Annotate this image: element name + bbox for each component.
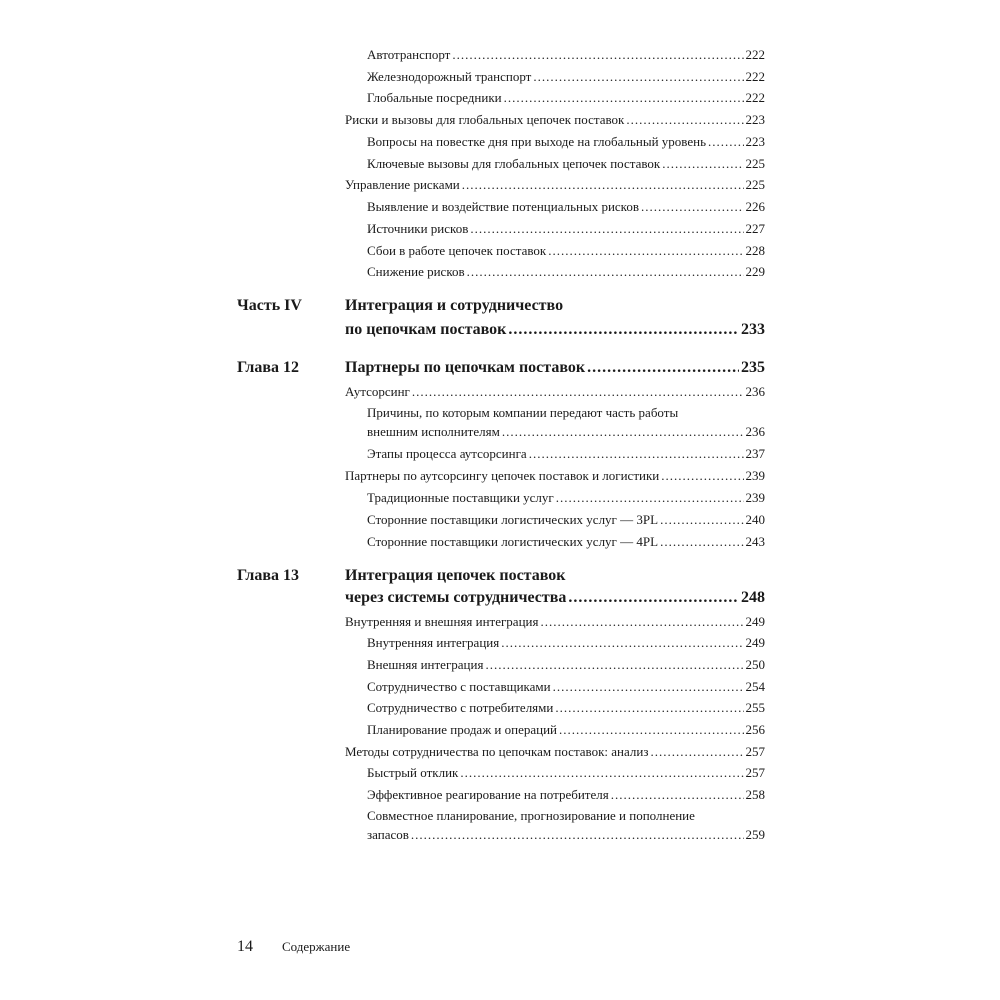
toc-entry — [367, 787, 765, 803]
toc-entry-title: Снижение рисков — [367, 264, 465, 279]
leader-dots — [502, 424, 744, 440]
toc-entry-title-prefix: Совместное планирование, прогнозирование и пополнение — [367, 808, 695, 823]
toc-entry-title: Быстрый отклик — [367, 765, 459, 780]
toc-entry-title: Партнеры по аутсорсингу цепочек поставок и логистики — [345, 468, 660, 483]
toc-entry-title: Внутренняя и внешняя интеграция — [345, 614, 539, 629]
toc-entry — [367, 199, 765, 215]
toc-entry-title: Сторонние поставщики логистических услуг — 3PL — [367, 512, 659, 527]
leader-dots — [626, 112, 743, 128]
toc-entry-title: Методы сотрудничества по цепочкам поставок: анализ — [345, 744, 649, 759]
leader-dots — [708, 134, 743, 150]
toc-entry-title: внешним исполнителям — [367, 424, 500, 439]
toc-entry-page: 228 — [745, 243, 765, 258]
toc-entry-title: Вопросы на повестке дня при выходе на глобальный уровень — [367, 134, 707, 149]
toc-entry-title: Сотрудничество с потребителями — [367, 700, 554, 715]
part-page: 233 — [741, 321, 765, 338]
toc-entry-title: Источники рисков — [367, 221, 469, 236]
leader-dots — [467, 264, 744, 280]
toc-entry-title: Планирование продаж и операций — [367, 722, 558, 737]
chapter-page: 235 — [741, 359, 765, 376]
toc-entry-title: Риски и вызовы для глобальных цепочек поставок — [345, 112, 625, 127]
toc-entry — [367, 679, 765, 695]
toc-entry — [367, 69, 765, 85]
toc-entry-page: 257 — [745, 744, 765, 759]
chapter-title-entry — [345, 358, 765, 378]
toc-entry-page: 237 — [745, 446, 765, 461]
toc-entry-page: 222 — [745, 69, 765, 84]
toc-entry-page: 239 — [745, 468, 765, 483]
leader-dots — [411, 827, 744, 843]
toc-entry-title: Железнодорожный транспорт — [367, 69, 532, 84]
toc-entry-title: Сотрудничество с поставщиками — [367, 679, 551, 694]
leader-dots — [641, 199, 744, 215]
toc-section — [345, 614, 765, 630]
part-title-line2: по цепочкам поставок — [345, 321, 507, 338]
toc-section — [345, 384, 765, 400]
toc-entry-page: 236 — [745, 384, 765, 399]
leader-dots — [611, 787, 744, 803]
toc-entry-page: 239 — [745, 490, 765, 505]
page-number: 14 — [237, 938, 253, 955]
leader-dots — [508, 320, 739, 340]
part-title-line1: Интеграция и сотрудничество — [345, 297, 564, 314]
toc-section — [345, 112, 765, 128]
toc-entry-page: 222 — [745, 90, 765, 105]
toc-entry — [367, 264, 765, 280]
leader-dots — [485, 657, 743, 673]
chapter-title-line1: Интеграция цепочек поставок — [345, 567, 566, 584]
leader-dots — [556, 490, 744, 506]
toc-entry-page: 240 — [745, 512, 765, 527]
toc-entry — [367, 47, 765, 63]
toc-entry-page: 258 — [745, 787, 765, 802]
toc-entry — [367, 446, 765, 462]
toc-entry-page: 226 — [745, 199, 765, 214]
toc-entry-title: Аутсорсинг — [345, 384, 410, 399]
toc-entry — [367, 534, 765, 550]
toc-entry-page: 249 — [745, 635, 765, 650]
leader-dots — [660, 512, 743, 528]
toc-entry-title: Сторонние поставщики логистических услуг — 4PL — [367, 534, 659, 549]
toc-entry-page: 225 — [745, 177, 765, 192]
leader-dots — [533, 69, 743, 85]
toc-entry — [367, 243, 765, 259]
toc-entry — [367, 657, 765, 673]
toc-entry-title: Управление рисками — [345, 177, 460, 192]
toc-entry-page: 256 — [745, 722, 765, 737]
toc-entry-title: Сбои в работе цепочек поставок — [367, 243, 547, 258]
leader-dots — [555, 700, 743, 716]
toc-entry — [367, 827, 765, 843]
leader-dots — [553, 679, 744, 695]
leader-dots — [470, 221, 743, 237]
leader-dots — [504, 90, 744, 106]
toc-entry-page: 223 — [745, 112, 765, 127]
leader-dots — [660, 534, 743, 550]
chapter-title-line2: через системы сотрудничества — [345, 589, 567, 606]
chapter-label: Глава 12 — [237, 359, 299, 376]
leader-dots — [462, 177, 744, 193]
part-title-entry — [345, 320, 765, 340]
leader-dots — [661, 468, 743, 484]
toc-entry — [367, 765, 765, 781]
toc-entry — [367, 90, 765, 106]
toc-entry — [367, 635, 765, 651]
leader-dots — [662, 156, 743, 172]
toc-entry — [367, 700, 765, 716]
toc-entry — [367, 221, 765, 237]
toc-entry — [367, 424, 765, 440]
leader-dots — [452, 47, 743, 63]
toc-entry-page: 254 — [745, 679, 765, 694]
toc-entry-title: Традиционные поставщики услуг — [367, 490, 554, 505]
toc-entry-title-prefix: Причины, по которым компании передают часть работы — [367, 405, 679, 420]
toc-entry-title: Внутренняя интеграция — [367, 635, 500, 650]
toc-entry-page: 222 — [745, 47, 765, 62]
toc-entry-title: Внешняя интеграция — [367, 657, 484, 672]
toc-entry-page: 259 — [745, 827, 765, 842]
leader-dots — [650, 744, 743, 760]
toc-section — [345, 177, 765, 193]
chapter-title-entry — [345, 588, 765, 608]
leader-dots — [548, 243, 743, 259]
leader-dots — [587, 358, 739, 378]
toc-entry-title: Выявление и воздействие потенциальных рисков — [367, 199, 639, 214]
leader-dots — [460, 765, 743, 781]
leader-dots — [540, 614, 743, 630]
toc-entry — [367, 512, 765, 528]
toc-entry — [367, 134, 765, 150]
leader-dots — [529, 446, 744, 462]
toc-entry — [367, 156, 765, 172]
toc-entry-title: запасов — [367, 827, 409, 842]
toc-entry-page: 229 — [745, 264, 765, 279]
running-footer-title: Содержание — [282, 939, 351, 954]
toc-entry-title: Этапы процесса аутсорсинга — [367, 446, 527, 461]
leader-dots — [568, 588, 739, 608]
toc-entry — [367, 490, 765, 506]
toc-section — [345, 744, 765, 760]
toc-entry-title: Автотранспорт — [367, 47, 451, 62]
chapter-title: Партнеры по цепочкам поставок — [345, 359, 586, 376]
toc-section — [345, 468, 765, 484]
toc-entry-page: 250 — [745, 657, 765, 672]
toc-entry-page: 243 — [745, 534, 765, 549]
toc-entry-title: Глобальные посредники — [367, 90, 502, 105]
toc-entry — [367, 722, 765, 738]
chapter-page: 248 — [741, 589, 765, 606]
toc-entry-page: 249 — [745, 614, 765, 629]
toc-entry-page: 223 — [745, 134, 765, 149]
leader-dots — [412, 384, 744, 400]
part-label: Часть IV — [237, 297, 302, 314]
toc-entry-title: Ключевые вызовы для глобальных цепочек поставок — [367, 156, 661, 171]
toc-entry-page: 236 — [745, 424, 765, 439]
toc-entry-page: 255 — [745, 700, 765, 715]
leader-dots — [559, 722, 743, 738]
toc-entry-title: Эффективное реагирование на потребителя — [367, 787, 609, 802]
toc-entry-page: 225 — [745, 156, 765, 171]
toc-entry-page: 257 — [745, 765, 765, 780]
chapter-label: Глава 13 — [237, 567, 299, 584]
toc-entry-page: 227 — [745, 221, 765, 236]
leader-dots — [501, 635, 743, 651]
